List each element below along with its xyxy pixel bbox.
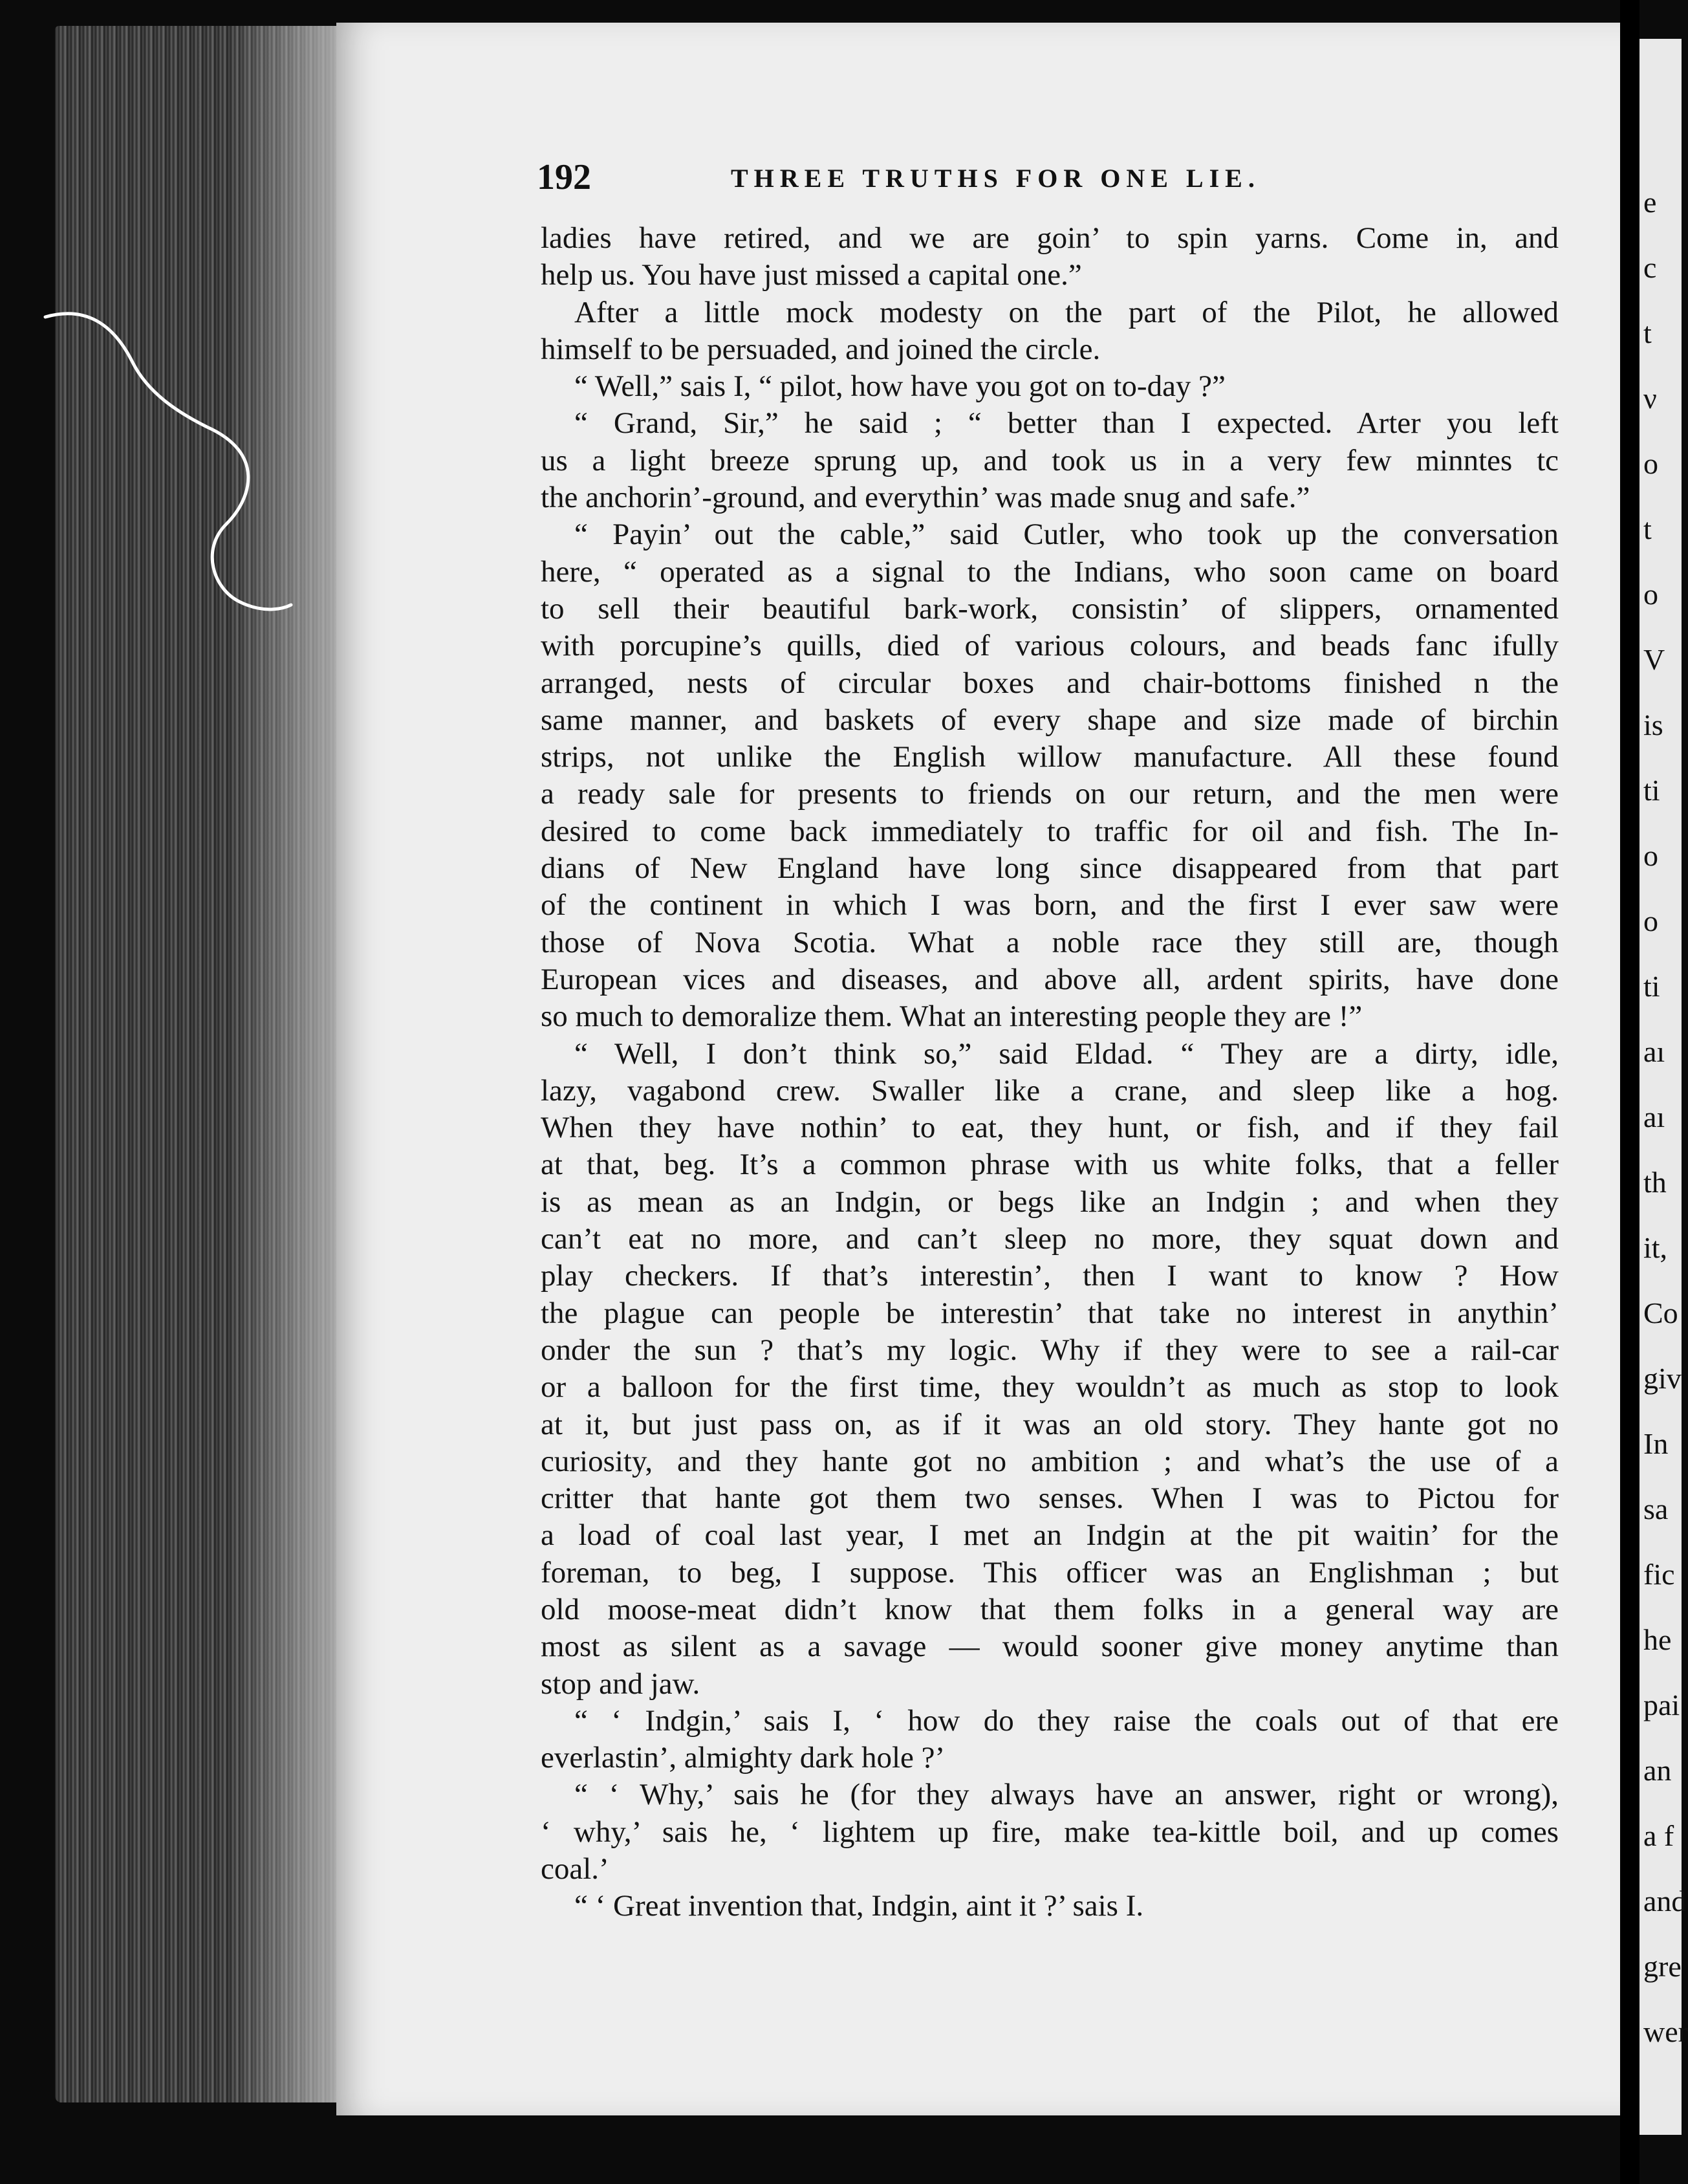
text-line: with porcupine’s quills, died of various colours, and beads fanc ifully — [541, 629, 1559, 663]
text-line: foreman, to beg, I suppose. This officer was an Englishman ; but — [541, 1555, 1559, 1589]
text-line: After a little mock modesty on the part of the Pilot, he allowed — [574, 295, 1559, 329]
facing-page-text-fragment: fic — [1643, 1558, 1675, 1591]
text-line: “ ‘ Indgin,’ sais I, ‘ how do they raise the coals out of that ere — [574, 1703, 1559, 1738]
text-line: old moose-meat didn’t know that them folks in a general way are — [541, 1592, 1559, 1626]
facing-page-text-fragment: c — [1643, 251, 1657, 284]
text-line: When they have nothin’ to eat, they hunt, or fish, and if they fail — [541, 1111, 1559, 1145]
facing-page-text-fragment: Co — [1643, 1296, 1678, 1329]
page-gutter — [1620, 0, 1639, 2184]
text-line: curiosity, and they hante got no ambition ; and what’s the use of a — [541, 1444, 1559, 1478]
text-line: here, “ operated as a signal to the Indians, who soon came on board — [541, 554, 1559, 589]
facing-page-text-fragment: it, — [1643, 1231, 1668, 1264]
facing-page-text-fragment: sa — [1643, 1492, 1669, 1525]
running-title: THREE TRUTHS FOR ONE LIE. — [731, 164, 1261, 193]
text-line: critter that hante got them two senses. When I was to Pictou for — [541, 1481, 1559, 1516]
page-number: 192 — [537, 157, 591, 197]
facing-page-text-fragment: he — [1643, 1623, 1672, 1656]
text-line: himself to be persuaded, and joined the circle. — [541, 332, 1101, 366]
text-line: stop and jaw. — [541, 1666, 700, 1701]
text-line: “ Grand, Sir,” he said ; “ better than I expected. Arter you left — [574, 406, 1559, 441]
text-line: “ Payin’ out the cable,” said Cutler, who took up the conversation — [574, 518, 1559, 552]
facing-page-text-fragment: aı — [1643, 1100, 1665, 1133]
facing-page-text-fragment: e — [1643, 186, 1657, 219]
text-line: “ Well, I don’t think so,” said Eldad. “ They are a dirty, idle, — [574, 1036, 1559, 1071]
facing-page-text-fragment: aı — [1643, 1035, 1665, 1068]
facing-page-text-fragment: th — [1643, 1166, 1667, 1199]
facing-page-text-fragment: o — [1643, 578, 1658, 611]
facing-page-text-fragment: o — [1643, 447, 1658, 480]
text-line: play checkers. If that’s interestin’, then I want to know ? How — [541, 1259, 1559, 1293]
text-line: a load of coal last year, I met an Indgin at the pit waitin’ for the — [541, 1518, 1559, 1553]
facing-page-text-fragment: t — [1643, 512, 1652, 545]
facing-page-text-fragment: wer — [1643, 2015, 1688, 2048]
text-line: coal.’ — [541, 1852, 609, 1886]
text-line: a ready sale for presents to friends on our return, and the men were — [541, 777, 1559, 811]
text-line: “ ‘ Great invention that, Indgin, aint it ?’ sais I. — [574, 1889, 1144, 1923]
text-line: is as mean as an Indgin, or begs like an Indgin ; and when they — [541, 1185, 1559, 1219]
text-line: desired to come back immediately to traffic for oil and fish. The In- — [541, 814, 1559, 848]
text-line: arranged, nests of circular boxes and chair-bottoms finished n the — [541, 666, 1559, 700]
text-line: ‘ why,’ sais he, ‘ lightem up fire, make tea-kittle boil, and up comes — [541, 1815, 1559, 1849]
text-line: everlastin’, almighty dark hole ?’ — [541, 1741, 946, 1775]
facing-page-text-fragment: In — [1643, 1427, 1669, 1460]
text-line: the anchorin’-ground, and everythin’ was made snug and safe.” — [541, 481, 1310, 515]
text-line: us a light breeze sprung up, and took us in a very few minntes tc — [541, 443, 1559, 477]
text-line: so much to demoralize them. What an interesting people they are !” — [541, 999, 1363, 1034]
text-line: ladies have retired, and we are goin’ to spin yarns. Come in, and — [541, 221, 1559, 255]
text-line: onder the sun ? that’s my logic. Why if they were to see a rail-car — [541, 1333, 1559, 1367]
text-line: strips, not unlike the English willow manufacture. All these found — [541, 740, 1559, 774]
facing-page-text-fragment: o — [1643, 904, 1658, 937]
text-line: at it, but just pass on, as if it was an old story. They hante got no — [541, 1407, 1559, 1441]
facing-page-text-fragment: o — [1643, 839, 1658, 872]
facing-page-text-fragment: V — [1643, 643, 1665, 676]
text-line: same manner, and baskets of every shape and size made of birchin — [541, 703, 1559, 737]
facing-page-text-fragment: an — [1643, 1754, 1672, 1787]
facing-page-text-fragment: ν — [1643, 382, 1657, 415]
body-text — [541, 220, 1559, 1925]
text-line: can’t eat no more, and can’t sleep no more, they squat down and — [541, 1222, 1559, 1256]
text-line: those of Nova Scotia. What a noble race they still are, though — [541, 925, 1559, 959]
facing-page-text-fragment: gre — [1643, 1950, 1682, 1983]
facing-page-text-fragment: ti — [1643, 970, 1660, 1003]
text-line: of the continent in which I was born, and the first I ever saw were — [541, 888, 1559, 923]
facing-page-text-fragment: a f — [1643, 1819, 1674, 1852]
text-line: to sell their beautiful bark-work, consistin’ of slippers, ornamented — [541, 591, 1559, 626]
text-line: European vices and diseases, and above all, ardent spirits, have done — [541, 962, 1559, 996]
text-line: the plague can people be interestin’ that take no interest in anythin’ — [541, 1296, 1559, 1330]
facing-page-text-fragment: pai — [1643, 1688, 1680, 1721]
facing-page-text-fragment: and — [1643, 1884, 1687, 1917]
facing-page-text-fragment: is — [1643, 708, 1663, 741]
page-header — [537, 157, 1559, 202]
facing-page-text-fragment: t — [1643, 316, 1652, 349]
facing-page-text-fragment: ti — [1643, 774, 1660, 807]
facing-page-text-fragment: giv — [1643, 1362, 1682, 1395]
text-line: lazy, vagabond crew. Swaller like a crane, and sleep like a hog. — [541, 1073, 1559, 1108]
text-line: or a balloon for the first time, they wouldn’t as much as stop to look — [541, 1370, 1559, 1404]
text-line: “ Well,” sais I, “ pilot, how have you got on to-day ?” — [574, 369, 1226, 404]
text-line: “ ‘ Why,’ sais he (for they always have an answer, right or wrong), — [574, 1778, 1559, 1812]
text-line: dians of New England have long since disappeared from that part — [541, 851, 1559, 886]
paper-crease-mark — [19, 304, 291, 628]
facing-page-fragment — [1639, 39, 1688, 2135]
text-line: most as silent as a savage — would sooner give money anytime than — [541, 1630, 1559, 1664]
text-line: help us. You have just missed a capital one.” — [541, 258, 1082, 292]
text-line: at that, beg. It’s a common phrase with us white folks, that a feller — [541, 1148, 1559, 1182]
